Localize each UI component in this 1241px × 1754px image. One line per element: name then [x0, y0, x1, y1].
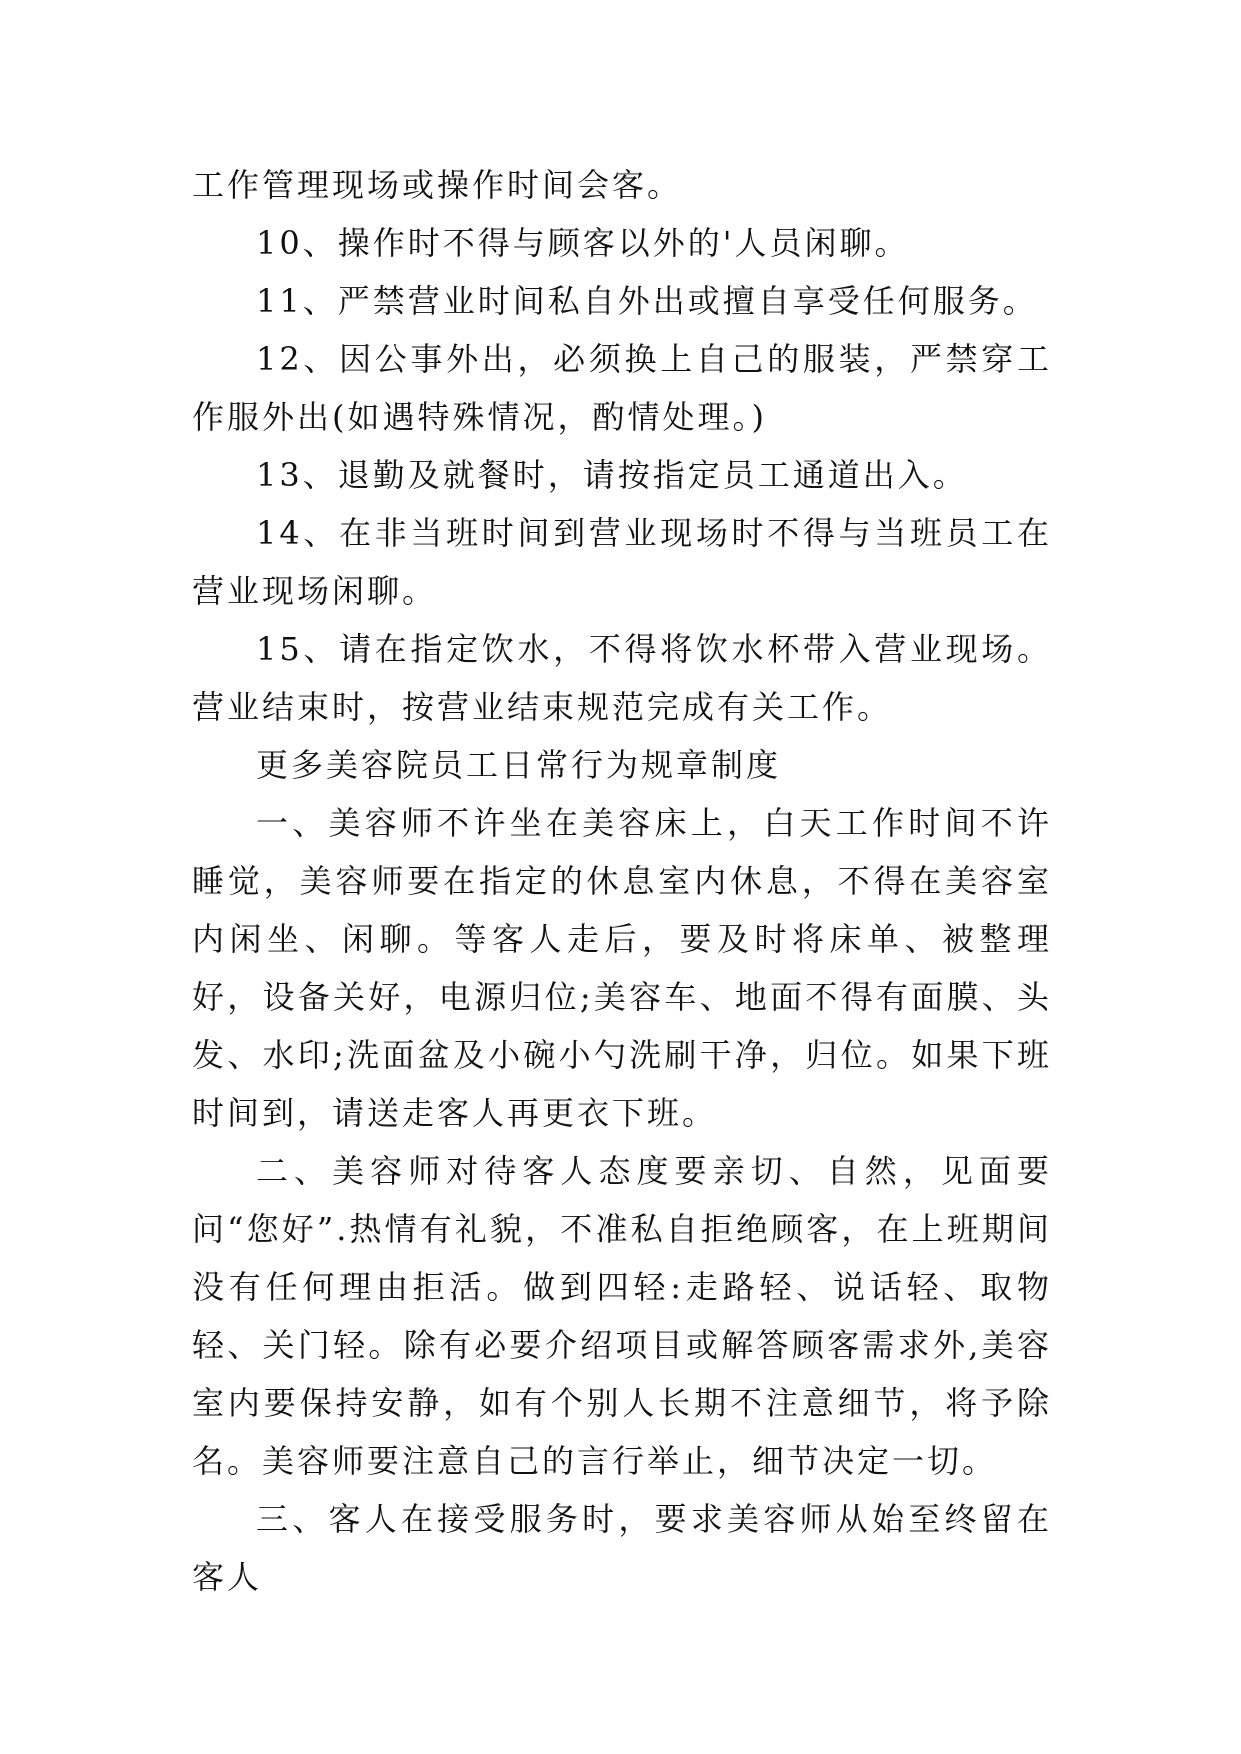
paragraph-rule-10: 10、操作时不得与顾客以外的'人员闲聊。: [256, 224, 910, 262]
paragraph-rule-15: 15、请在指定饮水，不得将饮水杯带入营业现场。营业结束时，按营业结束规范完成有关工作。: [192, 630, 1052, 726]
paragraph-section-1: 一、美容师不许坐在美容床上，白天工作时间不许睡觉，美容师要在指定的休息室内休息，不得在美容室内闲坐、闲聊。等客人走后，要及时将床单、被整理好，设备关好，电源归位;美容车、地面不得有面膜、头发、水印;洗面盆及小碗小勺洗刷干净，归位。如果下班时间到，请送走客人再更衣下班。: [192, 804, 1052, 1132]
paragraph-rule-11: 11、严禁营业时间私自外出或擅自享受任何服务。: [256, 282, 1038, 320]
paragraph-section-3: 三、客人在接受服务时，要求美容师从始至终留在客人: [192, 1500, 1052, 1596]
paragraph-rule-12: 12、因公事外出，必须换上自己的服装，严禁穿工作服外出(如遇特殊情况，酌情处理。): [192, 340, 1052, 436]
paragraph-rule-14: 14、在非当班时间到营业现场时不得与当班员工在营业现场闲聊。: [192, 514, 1052, 610]
paragraph-continuation: 工作管理现场或操作时间会客。: [192, 166, 683, 204]
paragraph-rule-13: 13、退勤及就餐时，请按指定员工通道出入。: [256, 456, 968, 494]
document-body: [192, 156, 1052, 1606]
paragraph-section-2: 二、美容师对待客人态度要亲切、自然，见面要问“您好”.热情有礼貌，不准私自拒绝顾客，在上班期间没有任何理由拒活。做到四轻:走路轻、说话轻、取物轻、关门轻。除有必要介绍项目或解答顾客需求外,美容室内要保持安静，如有个别人长期不注意细节，将予除名。美容师要注意自己的言行举止，细节决定一切。: [192, 1152, 1052, 1480]
section-heading: 更多美容院员工日常行为规章制度: [256, 746, 782, 784]
